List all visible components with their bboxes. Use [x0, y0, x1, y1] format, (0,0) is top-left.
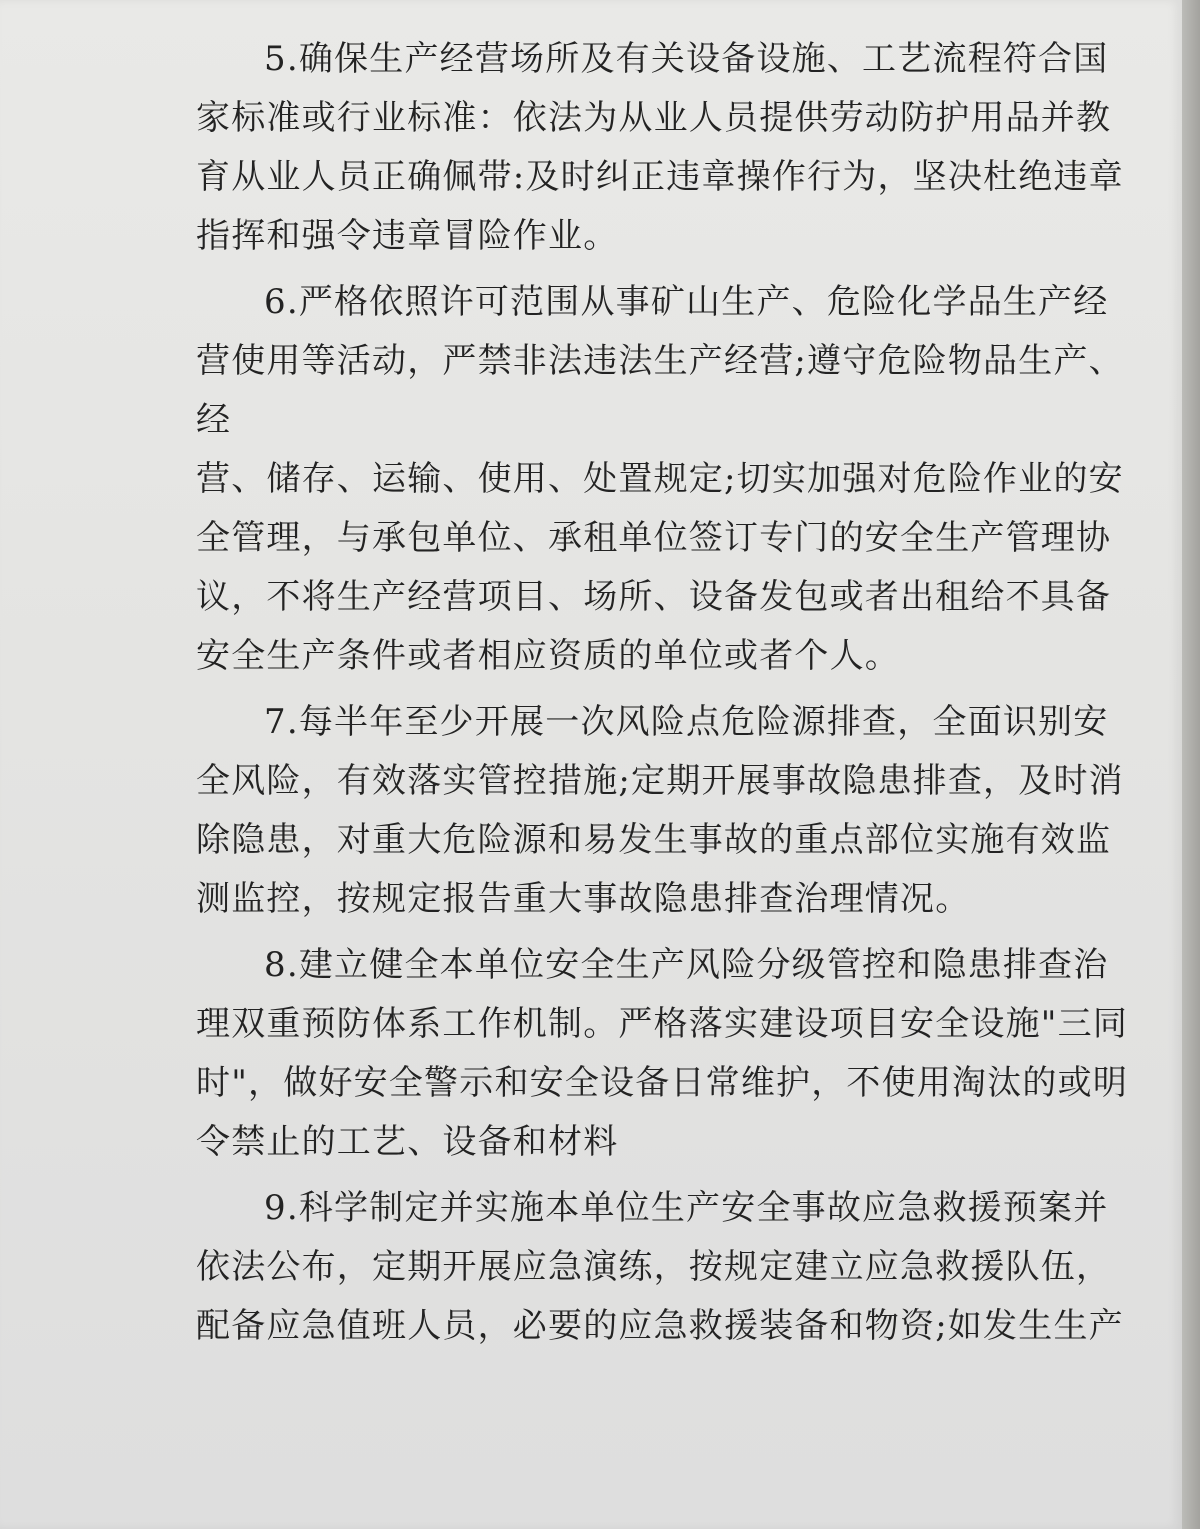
- document-body: [196, 30, 1129, 1363]
- text-line: 除隐患，对重大危险源和易发生事故的重点部位实施有效监: [196, 820, 1112, 860]
- text-line: 家标准或行业标准：依法为从业人员提供劳动防护用品并教: [196, 98, 1112, 138]
- paragraph-9: [196, 1179, 1124, 1356]
- text-line: 营使用等活动，严禁非法违法生产经营;遵守危险物品生产、: [196, 341, 1124, 381]
- text-line: 时"，做好安全警示和安全设备日常维护，不使用淘汰的或明: [196, 1063, 1129, 1103]
- text-line: 议，不将生产经营项目、场所、设备发包或者出租给不具备: [196, 577, 1112, 617]
- paragraph-5: [196, 30, 1124, 266]
- text-line: 9.科学制定并实施本单位生产安全事故应急救援预案并: [264, 1188, 1109, 1228]
- text-line: 依法公布，定期开展应急演练，按规定建立应急救援队伍，: [196, 1247, 1112, 1287]
- text-line: 8.建立健全本单位安全生产风险分级管控和隐患排查治: [264, 945, 1109, 985]
- text-line: 指挥和强令违章冒险作业。: [196, 216, 619, 256]
- paragraph-6: [196, 273, 1124, 686]
- text-line: 全风险，有效落实管控措施;定期开展事故隐患排查，及时消: [196, 761, 1124, 801]
- background-edge: [1182, 0, 1200, 1529]
- text-line: 理双重预防体系工作机制。严格落实建设项目安全设施"三同: [196, 1004, 1129, 1044]
- text-line: 测监控，按规定报告重大事故隐患排查治理情况。: [196, 879, 971, 919]
- text-line: 育从业人员正确佩带:及时纠正违章操作行为，坚决杜绝违章: [196, 157, 1124, 197]
- text-line: 安全生产条件或者相应资质的单位或者个人。: [196, 636, 900, 676]
- text-line: 全管理，与承包单位、承租单位签订专门的安全生产管理协: [196, 518, 1112, 558]
- text-line: 营、储存、运输、使用、处置规定;切实加强对危险作业的安: [196, 459, 1124, 499]
- text-line: 配备应急值班人员，必要的应急救援装备和物资;如发生生产: [196, 1306, 1124, 1346]
- text-line: 令禁止的工艺、设备和材料: [196, 1122, 619, 1162]
- text-line: 7.每半年至少开展一次风险点危险源排查，全面识别安: [264, 702, 1109, 742]
- paragraph-8: [196, 936, 1129, 1172]
- text-line: 6.严格依照许可范围从事矿山生产、危险化学品生产经: [264, 282, 1109, 322]
- paragraph-7: [196, 693, 1124, 929]
- text-line: 5.确保生产经营场所及有关设备设施、工艺流程符合国: [264, 39, 1109, 79]
- text-line: 经: [196, 400, 232, 440]
